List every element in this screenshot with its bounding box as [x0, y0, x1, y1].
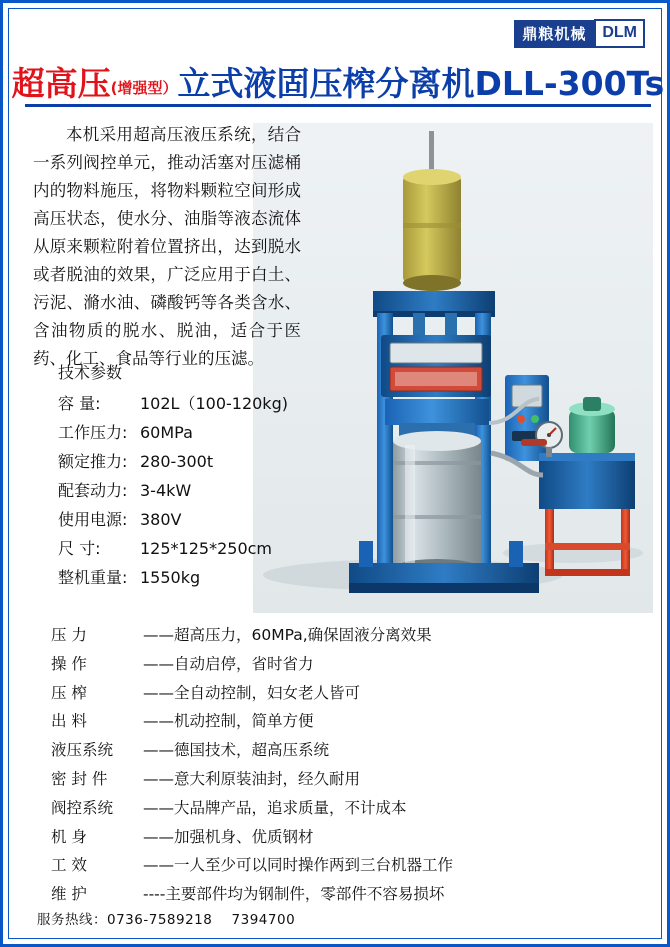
feature-list: [51, 621, 631, 909]
feature-row-valve: [51, 794, 631, 823]
spec-label-voltage: 使用电源:: [58, 510, 128, 529]
spec-row-power: [58, 476, 358, 505]
spec-block: [58, 358, 358, 592]
feature-label-maintenance: 维 护: [51, 885, 87, 904]
spec-row-voltage: [58, 505, 358, 534]
feature-label-operation: 操 作: [51, 654, 87, 673]
title-part-blue: 立式液固压榨分离机DLL-300Ts: [177, 64, 665, 103]
feature-row-efficiency: [51, 851, 631, 880]
spec-row-thrust: [58, 447, 358, 476]
spec-value-power: 3-4kW: [140, 481, 192, 500]
brand-name-en: DLM: [594, 19, 645, 48]
feature-value-body: ——加强机身、优质钢材: [143, 827, 314, 846]
page-title: [3, 58, 670, 105]
spec-row-weight: [58, 563, 358, 592]
feature-label-efficiency: 工 效: [51, 856, 87, 875]
feature-row-hydraulic: [51, 736, 631, 765]
feature-row-operation: [51, 650, 631, 679]
feature-row-body: [51, 823, 631, 852]
spec-label-thrust: 额定推力:: [58, 452, 128, 471]
feature-value-hydraulic: ——德国技术，超高压系统: [143, 741, 330, 760]
spec-value-thrust: 280-300t: [140, 452, 214, 471]
feature-value-maintenance: ----主要部件均为钢制件，零部件不容易损坏: [143, 885, 445, 904]
feature-row-pressure: [51, 621, 631, 650]
feature-row-maintenance: [51, 880, 631, 909]
spec-value-voltage: 380V: [140, 510, 182, 529]
feature-value-pressure: ——超高压力，60MPa,确保固液分离效果: [143, 626, 432, 644]
title-part-enhanced: (增强型）: [110, 79, 178, 97]
spec-value-capacity: 102L（100-120kg): [140, 394, 288, 413]
spec-label-dimensions: 尺 寸:: [58, 539, 101, 558]
spec-label-capacity: 容 量:: [58, 394, 101, 413]
spec-value-weight: 1550kg: [140, 568, 201, 587]
feature-value-operation: ——自动启停，省时省力: [143, 654, 314, 673]
spec-row-dimensions: [58, 534, 358, 563]
spec-row-capacity: [58, 389, 358, 418]
service-hotline: [37, 908, 295, 928]
feature-value-seal: ——意大利原装油封，经久耐用: [143, 769, 361, 788]
feature-label-pressing: 压 榨: [51, 683, 87, 702]
spec-row-pressure: [58, 418, 358, 447]
feature-row-seal: [51, 765, 631, 794]
intro-paragraph: 本机采用超高压液压系统，结合一系列阀控单元，推动活塞对压滤桶内的物料施压，将物料颗粒空间形成高压状态，使水分、油脂等液态流体从原来颗粒附着位置挤出，达到脱水或者脱油的效果，广泛应用于白土、污泥、滫水油、磷酸钙等各类含水、含油物质的脱水、脱油，适合于医药、化工、食品等行业的压滤。: [33, 125, 301, 368]
feature-label-valve: 阀控系统: [51, 798, 114, 817]
spec-label-pressure: 工作压力:: [58, 423, 128, 442]
feature-value-discharge: ——机动控制，简单方便: [143, 712, 314, 731]
feature-value-valve: ——大品牌产品，追求质量，不计成本: [143, 798, 407, 817]
hotline-label: 服务热线：: [37, 912, 107, 928]
feature-label-body: 机 身: [51, 827, 87, 846]
brand-name-cn: 鼎粮机械: [514, 20, 594, 48]
feature-value-pressing: ——全自动控制，妇女老人皆可: [143, 683, 361, 702]
spec-heading: 技术参数: [58, 363, 123, 382]
spec-value-dimensions: 125*125*250cm: [140, 539, 272, 558]
hotline-number-secondary: 7394700: [231, 912, 296, 928]
feature-label-hydraulic: 液压系统: [51, 741, 114, 760]
feature-label-seal: 密 封 件: [51, 769, 108, 788]
title-divider: [25, 104, 651, 107]
spec-value-pressure: 60MPa: [140, 423, 193, 442]
feature-label-discharge: 出 料: [51, 712, 87, 731]
feature-row-pressing: [51, 679, 631, 708]
feature-label-pressure: 压 力: [51, 626, 87, 644]
brand-logo: [514, 19, 645, 48]
feature-row-discharge: [51, 707, 631, 736]
spec-label-weight: 整机重量:: [58, 568, 128, 587]
title-part-red: 超高压: [11, 64, 111, 103]
spec-label-power: 配套动力:: [58, 481, 128, 500]
hotline-number-primary: 0736-7589218: [107, 912, 213, 928]
feature-value-efficiency: ——一人至少可以同时操作两到三台机器工作: [143, 856, 454, 875]
